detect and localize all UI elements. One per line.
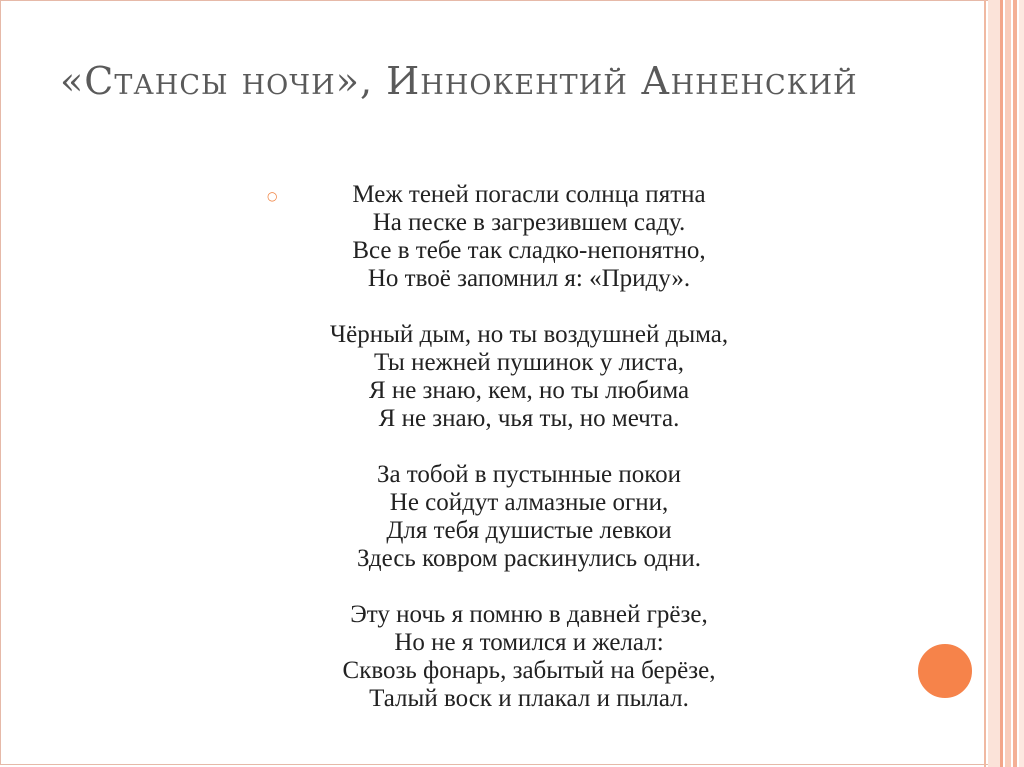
decorative-stripe <box>1013 0 1017 767</box>
circle-bullet-icon: ○ <box>267 189 278 203</box>
poem-line: Не сойдут алмазные огни, <box>389 489 669 516</box>
poem-text <box>270 181 788 713</box>
slide-title: «Стансы ночи», Иннокентий Анненский <box>60 59 858 103</box>
poem-line: Но не я томился и желал: <box>394 629 664 656</box>
decorative-stripe <box>1000 0 1003 767</box>
decorative-stripe <box>1005 0 1011 767</box>
poem-line: За тобой в пустынные покои <box>376 461 682 488</box>
poem-line: Я не знаю, чья ты, но мечта. <box>378 405 680 432</box>
poem-stanza <box>270 601 788 713</box>
poem-line: Но твоё запомнил я: «Приду». <box>367 265 691 292</box>
poem-line: Здесь ковром раскинулись одни. <box>357 545 701 572</box>
poem-line: Ты нежней пушинок у листа, <box>374 349 684 376</box>
poem-line: Я не знаю, кем, но ты любима <box>368 377 690 404</box>
poem-line: Для тебя душистые левкои <box>386 517 672 544</box>
decorative-stripe <box>984 0 986 767</box>
poem-line: Чёрный дым, но ты воздушней дыма, <box>329 321 729 348</box>
poem-line: Все в тебе так сладко-непонятно, <box>352 237 706 264</box>
poem-stanza <box>270 461 788 573</box>
poem-line: Сквозь фонарь, забытый на берёзе, <box>342 657 716 684</box>
poem-line: На песке в загрезившем саду. <box>372 209 686 236</box>
decorative-stripe <box>988 0 1000 767</box>
decorative-stripe <box>1019 0 1024 767</box>
poem-stanza <box>270 181 788 293</box>
poem-stanza <box>270 321 788 433</box>
poem-line: Эту ночь я помню в давней грёзе, <box>350 601 708 628</box>
poem-line: Талый воск и плакал и пылал. <box>369 685 689 712</box>
orange-circle-decoration <box>914 640 976 702</box>
poem-line: Меж теней погасли солнца пятна <box>352 181 706 208</box>
